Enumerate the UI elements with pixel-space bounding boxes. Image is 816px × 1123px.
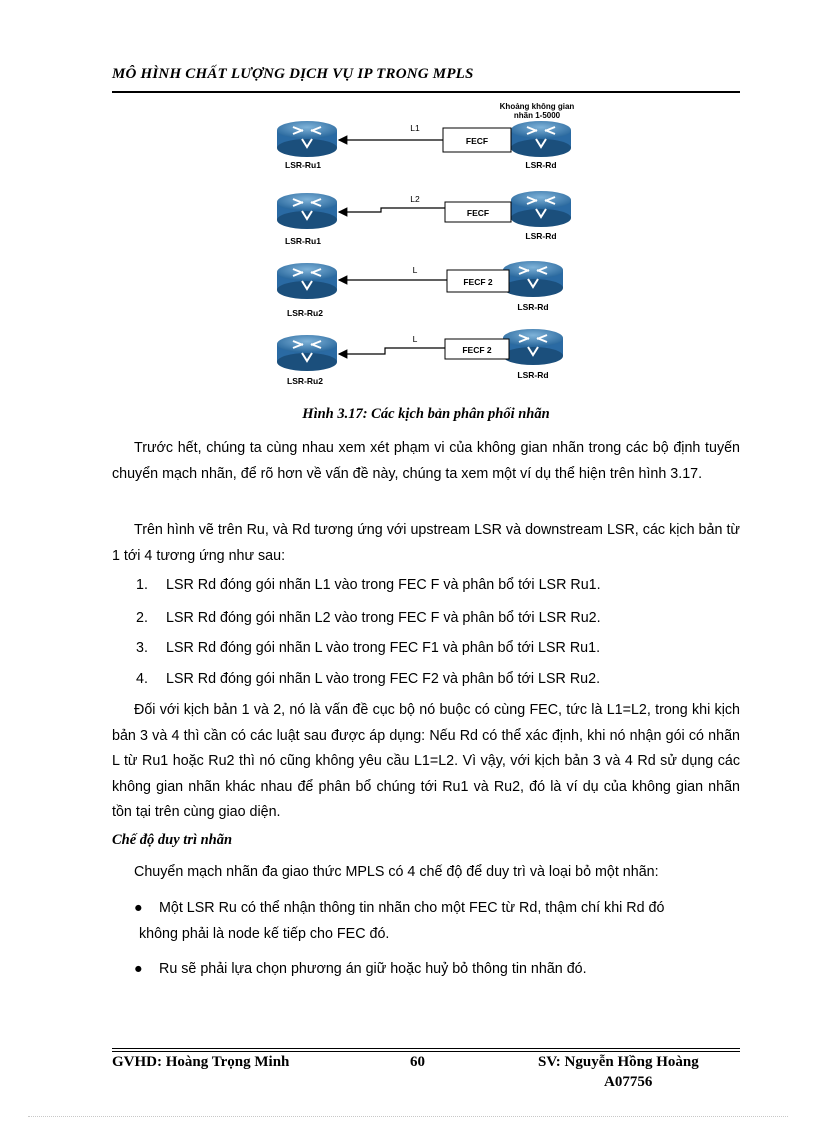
- scenario-row-4: [277, 329, 563, 386]
- footer-supervisor: GVHD: Hoàng Trọng Minh: [112, 1054, 290, 1070]
- footer-rule: [112, 1048, 740, 1049]
- bullet-text-continued: không phải là node kế tiếp cho FEC đó.: [139, 926, 390, 942]
- footer-student: SV: Nguyễn Hồng Hoàng: [538, 1054, 699, 1070]
- router-icon: [511, 121, 571, 157]
- fec-label: FECF: [466, 208, 490, 218]
- paragraph-intro: [112, 436, 740, 487]
- list-item: [136, 671, 600, 687]
- left-router-name: LSR-Ru2: [287, 376, 323, 386]
- bullet-icon: ●: [134, 900, 143, 916]
- list-item: [136, 610, 601, 626]
- arrow-line: [339, 208, 445, 212]
- list-text: LSR Rd đóng gói nhãn L vào trong FEC F1 và phân bổ tới LSR Ru1.: [166, 640, 601, 656]
- paragraph-text: Trên hình vẽ trên Ru, và Rd tương ứng với upstream LSR và downstream LSR, các kịch bản từ 1 tới 4 tương ứng như sau:: [112, 522, 740, 564]
- bullet-item: [134, 895, 740, 947]
- fec-label: FECF 2: [462, 345, 492, 355]
- router-icon: [503, 329, 563, 365]
- label-name: L: [412, 265, 418, 275]
- page-bottom-dotted-line: [28, 1116, 788, 1117]
- right-router-name: LSR-Rd: [517, 370, 549, 380]
- left-router-name: LSR-Ru1: [285, 160, 321, 170]
- scenario-row-2: [277, 191, 571, 246]
- right-router-name: LSR-Rd: [525, 231, 557, 241]
- list-item: [136, 577, 601, 593]
- fec-label: FECF: [465, 136, 489, 146]
- header-rule: [112, 91, 740, 93]
- router-icon: [277, 335, 337, 371]
- router-icon: [511, 191, 571, 227]
- footer-student-id: A07756: [604, 1074, 653, 1090]
- label-name: L1: [410, 123, 420, 133]
- router-icon: [503, 261, 563, 297]
- bullet-text: Một LSR Ru có thể nhận thông tin nhãn cho một FEC từ Rd, thậm chí khi Rd đó: [159, 900, 665, 916]
- paragraph-text: Chuyển mạch nhãn đa giao thức MPLS có 4 chế độ để duy trì và loại bỏ một nhãn:: [134, 864, 659, 880]
- list-number: 1.: [136, 577, 148, 593]
- footer-rule: [112, 1051, 740, 1052]
- fec-label: FECF 2: [463, 277, 493, 287]
- footer-page-number: 60: [410, 1054, 425, 1070]
- label-space-text-2: nhãn 1-5000: [513, 111, 561, 120]
- label-name: L: [412, 334, 418, 344]
- section-heading: Chế độ duy trì nhãn: [112, 832, 233, 848]
- paragraph-text: Đối với kịch bản 1 và 2, nó là vấn đề cục bộ nó buộc có cùng FEC, tức là L1=L2, trong khi kịch bản 3 và 4 thì cần có các luật sau được áp dụng: Nếu Rd có thể xác định, khi nó nhận gói có nhãn L từ Ru1 hoặc Ru2 thì nó cũng không yêu cầu L1=L2. Vì vậy, với kịch bản 3 và 4 Rd sử dụng các không gian nhãn khác nhau để phân bổ chúng tới Ru1 và Ru2, đó là ví dụ của không gian nhãn tồn tại trên cùng giao diện.: [112, 702, 740, 820]
- list-text: LSR Rd đóng gói nhãn L vào trong FEC F2 và phân bổ tới LSR Ru2.: [166, 671, 601, 687]
- bullet-item: [134, 956, 740, 982]
- scenario-row-1: [277, 121, 571, 170]
- list-text: LSR Rd đóng gói nhãn L1 vào trong FEC F và phân bổ tới LSR Ru1.: [166, 577, 601, 593]
- bullet-icon: ●: [134, 961, 143, 977]
- figure-caption: Hình 3.17: Các kịch bản phân phối nhãn: [302, 406, 550, 422]
- label-distribution-figure: [275, 98, 595, 398]
- page-header-title: MÔ HÌNH CHẤT LƯỢNG DỊCH VỤ IP TRONG MPLS: [112, 66, 474, 82]
- list-number: 2.: [136, 610, 148, 626]
- right-router-name: LSR-Rd: [517, 302, 549, 312]
- list-item: [136, 640, 600, 656]
- label-space-text-1: Khoảng không gian: [499, 102, 575, 111]
- label-name: L2: [410, 194, 420, 204]
- left-router-name: LSR-Ru2: [287, 308, 323, 318]
- router-icon: [277, 193, 337, 229]
- list-text: LSR Rd đóng gói nhãn L2 vào trong FEC F và phân bổ tới LSR Ru2.: [166, 610, 601, 626]
- list-number: 4.: [136, 671, 148, 687]
- router-icon: [277, 263, 337, 299]
- bullet-text: Ru sẽ phải lựa chọn phương án giữ hoặc huỷ bỏ thông tin nhãn đó.: [159, 961, 587, 977]
- scenario-row-3: [277, 261, 563, 318]
- paragraph-text: Trước hết, chúng ta cùng nhau xem xét phạm vi của không gian nhãn trong các bộ định tuyến chuyển mạch nhãn, để rõ hơn về vấn đề này, chúng ta xem một ví dụ thể hiện trên hình 3.17.: [112, 440, 740, 482]
- left-router-name: LSR-Ru1: [285, 236, 321, 246]
- paragraph-modes: [112, 860, 740, 886]
- right-router-name: LSR-Rd: [525, 160, 557, 170]
- router-icon: [277, 121, 337, 157]
- arrow-line: [339, 348, 445, 354]
- paragraph-rules: [112, 698, 740, 826]
- list-number: 3.: [136, 640, 148, 656]
- paragraph-scenarios: [112, 518, 740, 569]
